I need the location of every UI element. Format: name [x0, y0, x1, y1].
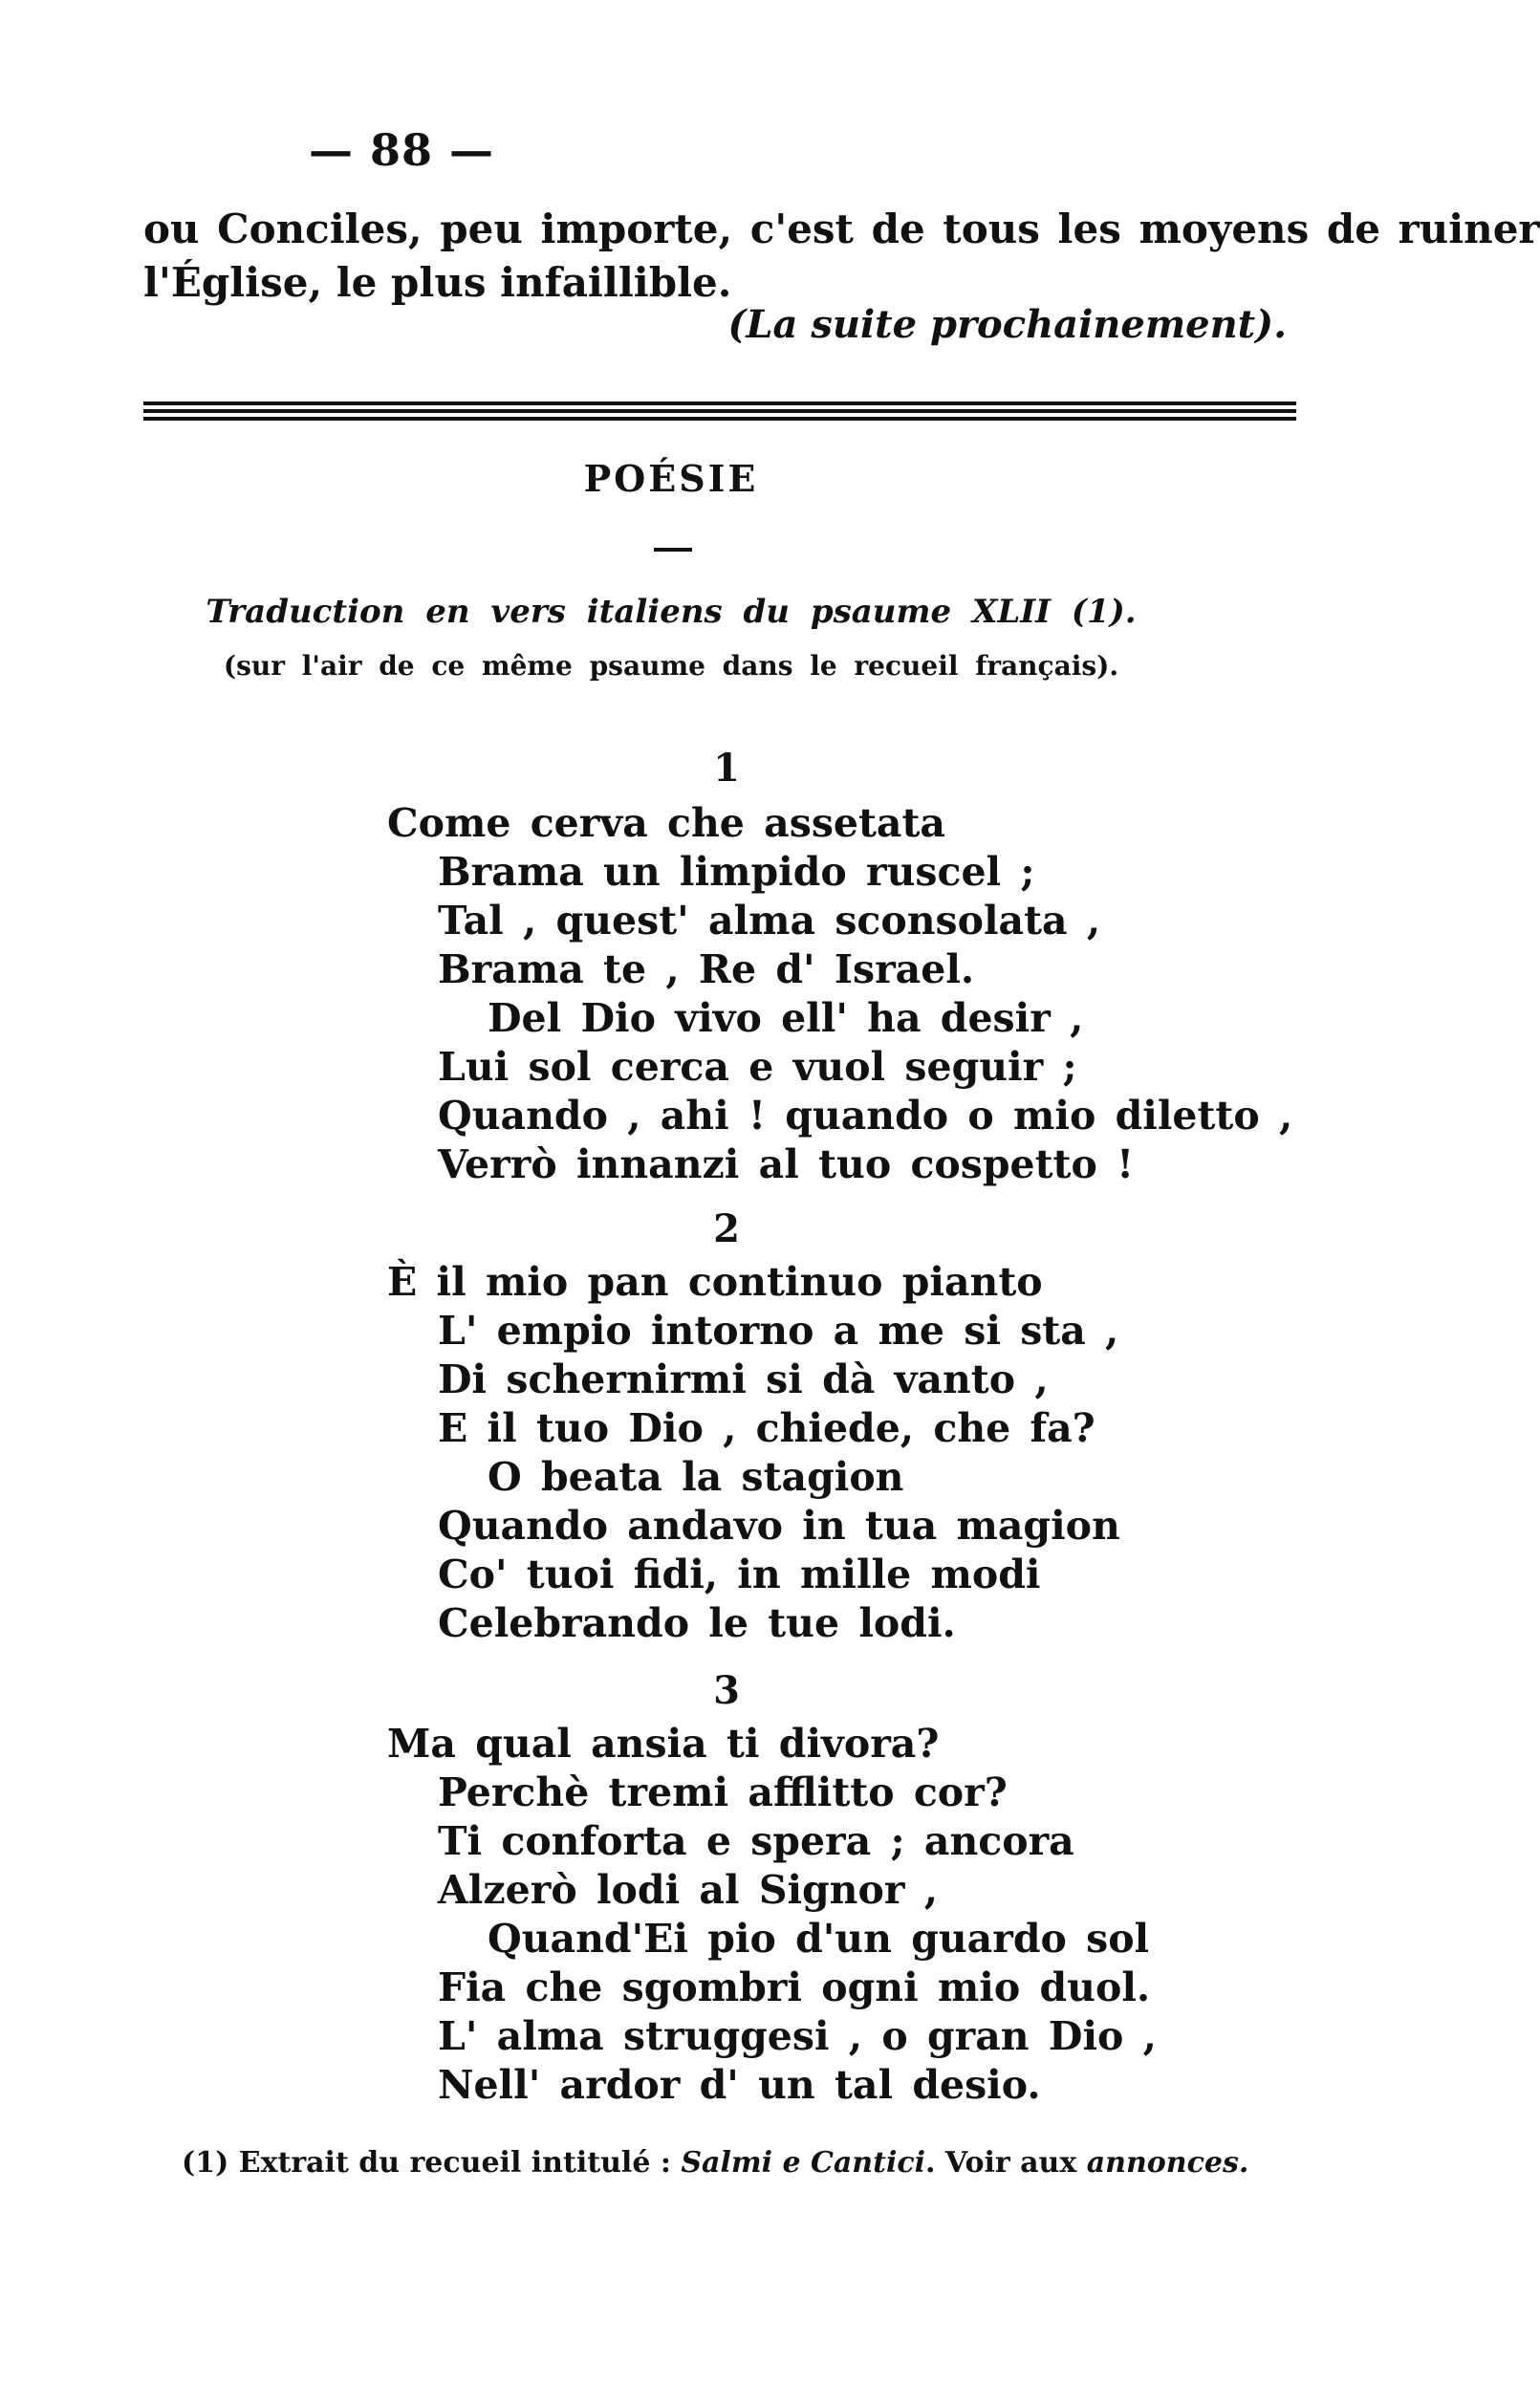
footnote-text: (1) Extrait du recueil intitulé : — [182, 2146, 682, 2180]
verse-line: Brama te , Re d' Israel. — [438, 946, 975, 992]
section-divider — [143, 401, 1296, 405]
footnote-book-title: Salmi e Cantici — [681, 2146, 926, 2180]
stanza-number: 2 — [713, 1206, 740, 1251]
verse-line: E il tuo Dio , chiede, che fa? — [438, 1405, 1095, 1451]
section-divider — [143, 417, 1296, 421]
verse-line: Co' tuoi fidi, in mille modi — [438, 1552, 1041, 1597]
prose-line: l'Église, le plus infaillible. — [143, 259, 732, 306]
verse-line: L' empio intorno a me si sta , — [438, 1308, 1119, 1354]
poem-subtitle: Traduction en vers italiens du psaume XLII (1). — [206, 593, 1137, 631]
verse-line: Del Dio vivo ell' ha desir , — [488, 995, 1084, 1041]
verse-line: Ti conforta e spera ; ancora — [438, 1818, 1074, 1864]
verse-line: Quand'Ei pio d'un guardo sol — [488, 1916, 1150, 1962]
verse-line: Come cerva che assetata — [387, 800, 945, 846]
verse-line: Quando , ahi ! quando o mio diletto , — [438, 1093, 1293, 1139]
verse-line: Fia che sgombri ogni mio duol. — [438, 1964, 1151, 2010]
poem-subtitle-note: (sur l'air de ce même psaume dans le recueil français). — [223, 650, 1119, 682]
stanza-number: 3 — [713, 1668, 740, 1713]
prose-line: ou Conciles, peu importe, c'est de tous les moyens de ruiner — [143, 206, 1540, 252]
verse-line: Brama un limpido ruscel ; — [438, 849, 1035, 895]
verse-line: Quando andavo in tua magion — [438, 1503, 1120, 1549]
verse-line: Verrò innanzi al tuo cospetto ! — [438, 1141, 1135, 1187]
footnote — [182, 2146, 1248, 2180]
section-divider — [143, 409, 1296, 413]
title-dash — [654, 548, 692, 552]
verse-line: È il mio pan continuo pianto — [387, 1259, 1043, 1305]
verse-line: O beata la stagion — [488, 1454, 904, 1500]
footnote-text: . Voir aux — [925, 2146, 1087, 2180]
verse-line: Nell' ardor d' un tal desio. — [438, 2062, 1041, 2108]
verse-line: L' alma struggesi , o gran Dio , — [438, 2013, 1157, 2059]
stanza-number: 1 — [713, 746, 740, 791]
verse-line: Celebrando le tue lodi. — [438, 1600, 956, 1646]
section-title: POÉSIE — [583, 457, 759, 500]
verse-line: Alzerò lodi al Signor , — [438, 1867, 938, 1913]
continuation-note: (La suite prochainement). — [727, 302, 1287, 347]
page-number: — 88 — — [308, 124, 495, 176]
verse-line: Ma qual ansia ti divora? — [387, 1721, 940, 1767]
verse-line: Tal , quest' alma sconsolata , — [438, 898, 1101, 944]
verse-line: Perchè tremi afflitto cor? — [438, 1769, 1008, 1815]
verse-line: Lui sol cerca e vuol seguir ; — [438, 1044, 1077, 1090]
footnote-annonces: annonces. — [1086, 2146, 1249, 2180]
verse-line: Di schernirmi si dà vanto , — [438, 1356, 1049, 1402]
